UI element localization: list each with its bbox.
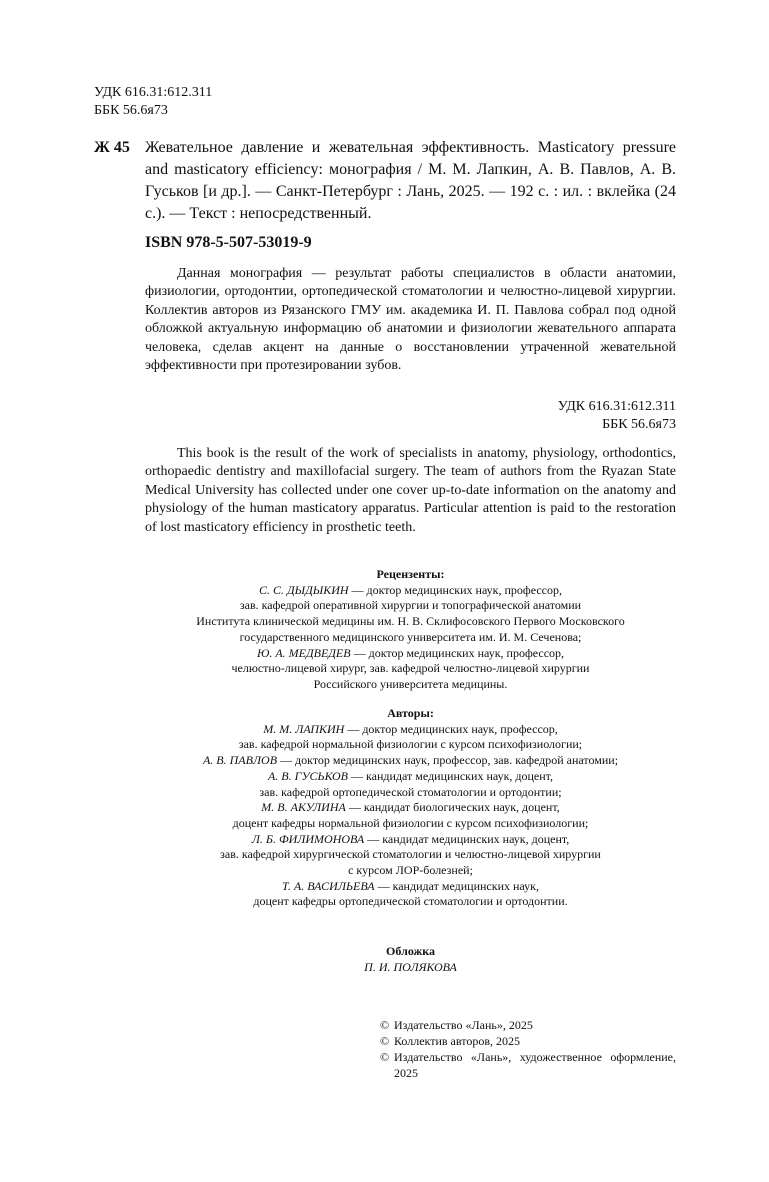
copyright-icon: ©: [380, 1034, 390, 1048]
cover-heading: Обложка: [386, 944, 435, 958]
bbk-code-right: ББК 56.6я73: [602, 417, 676, 432]
author-name: М. М. ЛАПКИН: [263, 721, 345, 736]
reviewer-1: С. С. ДЫДЫКИН — доктор медицинских наук, профессор,: [259, 582, 562, 597]
author-3-affiliation: зав. кафедрой ортопедической стоматологии и ортодонтии;: [259, 784, 562, 799]
author-name: Т. А. ВАСИЛЬЕВА: [282, 878, 375, 893]
classification-footer: [558, 398, 676, 434]
author-name: М. В. АКУЛИНА: [261, 800, 346, 815]
author-name: А. В. ГУСЬКОВ: [267, 768, 349, 783]
author-1-affiliation: зав. кафедрой нормальной физиологии с курсом психофизиологии;: [238, 737, 583, 752]
copyright-design: © Издательство «Лань», художественное оформление, 2025: [380, 1050, 676, 1080]
author-2: А. В. ПАВЛОВ — доктор медицинских наук, профессор, зав. кафедрой анатомии;: [202, 753, 619, 768]
classification-header: [94, 84, 212, 120]
author-3: А. В. ГУСЬКОВ — кандидат медицинских наук, доцент,: [267, 768, 554, 783]
copyright-publisher: © Издательство «Лань», 2025: [380, 1018, 533, 1032]
title-ru: Жевательное давление и жевательная эффективность.: [145, 139, 530, 156]
author-4: М. В. АКУЛИНА — кандидат биологических наук, доцент,: [261, 800, 560, 815]
abstract-russian: Данная монография — результат работы специалистов в области анатомии, физиологии, ортодонтии, ортопедической стоматологии и челюстно-лицевой хирургии. Коллектив авторов из Рязанского ГМУ им. академика И. П. Павлова собрал под одной обложкой актуальную информацию об анатомии и физиологии жевательного аппарата человека, сделав акцент на данные о восстановлении утраченной жевательной эффективности при протезировании зубов.: [145, 266, 676, 374]
copyright-icon: ©: [380, 1018, 390, 1032]
reviewer-name: С. С. ДЫДЫКИН: [259, 582, 349, 597]
author-6: Т. А. ВАСИЛЬЕВА — кандидат медицинских наук,: [282, 878, 539, 893]
title-en: Masticatory pressure and masticatory efficiency: [145, 139, 676, 178]
author-5-affiliation: зав. кафедрой хирургической стоматологии и челюстно-лицевой хирургии: [220, 847, 601, 862]
authors-heading: Авторы:: [387, 706, 434, 720]
author-5-affiliation: с курсом ЛОР-болезней;: [348, 863, 473, 878]
reviewer-1-affiliation: государственного медицинского университета им. И. М. Сеченова;: [239, 629, 582, 644]
cover-designer: П. И. ПОЛЯКОВА: [364, 959, 457, 974]
bibliographic-description: [145, 137, 676, 225]
reviewers-heading: Рецензенты:: [376, 567, 445, 581]
author-name: А. В. ПАВЛОВ: [202, 753, 278, 768]
author-4-affiliation: доцент кафедры нормальной физиологии с курсом психофизиологии;: [232, 815, 589, 830]
udk-code: УДК 616.31:612.311: [94, 85, 213, 100]
record-details: : монография / М. М. Лапкин, А. В. Павлов, А. В. Гуськов [и др.]. — Санкт-Петербург : Лань, 2025. — 192 с. : ил. : вклейка (24 с.). — Текст : непосредственный.: [145, 161, 677, 222]
copyright-authors: © Коллектив авторов, 2025: [380, 1034, 520, 1048]
author-1: М. М. ЛАПКИН — доктор медицинских наук, профессор,: [263, 721, 558, 736]
udk-code-right: УДК 616.31:612.311: [557, 399, 676, 414]
reviewer-2-affiliation: челюстно-лицевой хирург, зав. кафедрой челюстно-лицевой хирургии: [231, 661, 590, 676]
bibliographic-record: [94, 137, 676, 225]
reviewer-2-affiliation: Российского университета медицины.: [313, 676, 508, 691]
copyright-icon: ©: [380, 1050, 390, 1064]
authors-section: [145, 706, 676, 910]
bbk-code: ББК 56.6я73: [94, 103, 168, 118]
reviewer-1-affiliation: зав. кафедрой оперативной хирургии и топографической анатомии: [239, 598, 582, 613]
abstract-english: This book is the result of the work of specialists in anatomy, physiology, orthodontics, orthopaedic dentistry and maxillofacial surgery. The team of authors from the Ryazan State Medical University has collected under one cover up-to-date information on the anatomy and physiology of the human masticatory apparatus. Particular attention is paid to the restoration of lost masticatory efficiency in prosthetic teeth.: [145, 446, 676, 535]
author-name: Л. Б. ФИЛИМОНОВА: [251, 831, 365, 846]
reviewer-name: Ю. А. МЕДВЕДЕВ: [256, 645, 351, 660]
cover-credit: [145, 944, 676, 975]
isbn: ISBN 978-5-507-53019-9: [145, 234, 312, 251]
reviewers-section: [145, 567, 676, 693]
reviewer-2: Ю. А. МЕДВЕДЕВ — доктор медицинских наук, профессор,: [256, 645, 565, 660]
author-mark: Ж 45: [94, 139, 130, 156]
copyright-block: [380, 1017, 676, 1081]
author-6-affiliation: доцент кафедры ортопедической стоматологии и ортодонтии.: [253, 894, 568, 909]
author-5: Л. Б. ФИЛИМОНОВА — кандидат медицинских наук, доцент,: [251, 831, 570, 846]
reviewer-1-affiliation: Института клинической медицины им. Н. В. Склифосовского Первого Московского: [196, 614, 625, 629]
